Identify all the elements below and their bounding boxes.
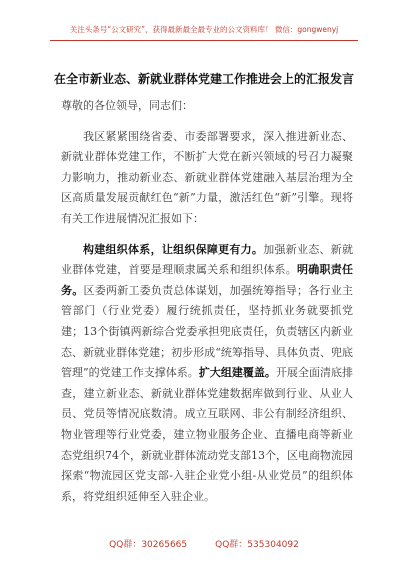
document-body — [61, 96, 353, 507]
paragraph-text: 开展全面清底排查，建立新业态、新就业群体党建数据库做到行业、从业人员、党员等情况底数清。成立互联网、非公有制经济组织、物业管理等行业党委，建立物业服务企业、直播电商等新业态党组织74个，新就业群体流动党支部13个，区电商物流园探索“物流园区党支部-入驻企业党小组-从业党员”的组织体系，将党组织延伸至入驻企业。 — [61, 366, 354, 503]
qq-group-2: QQ群：535304092 — [215, 540, 299, 550]
document-title: 在全市新业态、新就业群体党建工作推进会上的汇报发言 — [53, 72, 354, 86]
salutation: 尊敬的各位领导，同志们： — [61, 99, 193, 112]
page-header: 关注头条号“公文研究”，获得最新最全最专业的公文资料库！ 微信：gongwenyj — [69, 25, 339, 34]
paragraph-text: 加强新业态、新就业群体党建，首要是理顺隶属关系和组织体系。 — [61, 242, 354, 277]
paragraph-organization — [61, 240, 353, 508]
paragraph-spacer — [61, 230, 353, 240]
paragraph-text: 区委两新工委负责总体谋划，加强统筹指导；各行业主管部门（行业党委）履行统抓责任，坚持抓业务就要抓党建；13个街镇两新综合党委承担兜底责任，负责辖区内新业态、新就业群体党建；初步形成“统筹指导、具体负责、兜底管理”的党建工作支撑体系。 — [61, 283, 354, 380]
header-divider — [50, 40, 358, 41]
section-heading: 构建组织体系，让组织保障更有力。 — [83, 242, 264, 256]
subsection-heading-coverage: 扩大组建覆盖。 — [198, 366, 276, 380]
page-footer — [0, 537, 408, 550]
paragraph-spacer — [61, 117, 353, 127]
qq-group-1: QQ群：30265665 — [109, 540, 188, 550]
paragraph-intro: 我区紧紧围绕省委、市委部署要求，深入推进新业态、新就业群体党建工作，不断扩大党在新兴领域的号召力凝聚力影响力，推动新业态、新就业群体党建融入基层治理为全区高质量发展贡献红色“新”力量，激活红色“新”引擎。现将有关工作进展情况汇报如下： — [61, 129, 353, 225]
subsection-heading-duties: 明确职责任务。 — [61, 263, 354, 297]
